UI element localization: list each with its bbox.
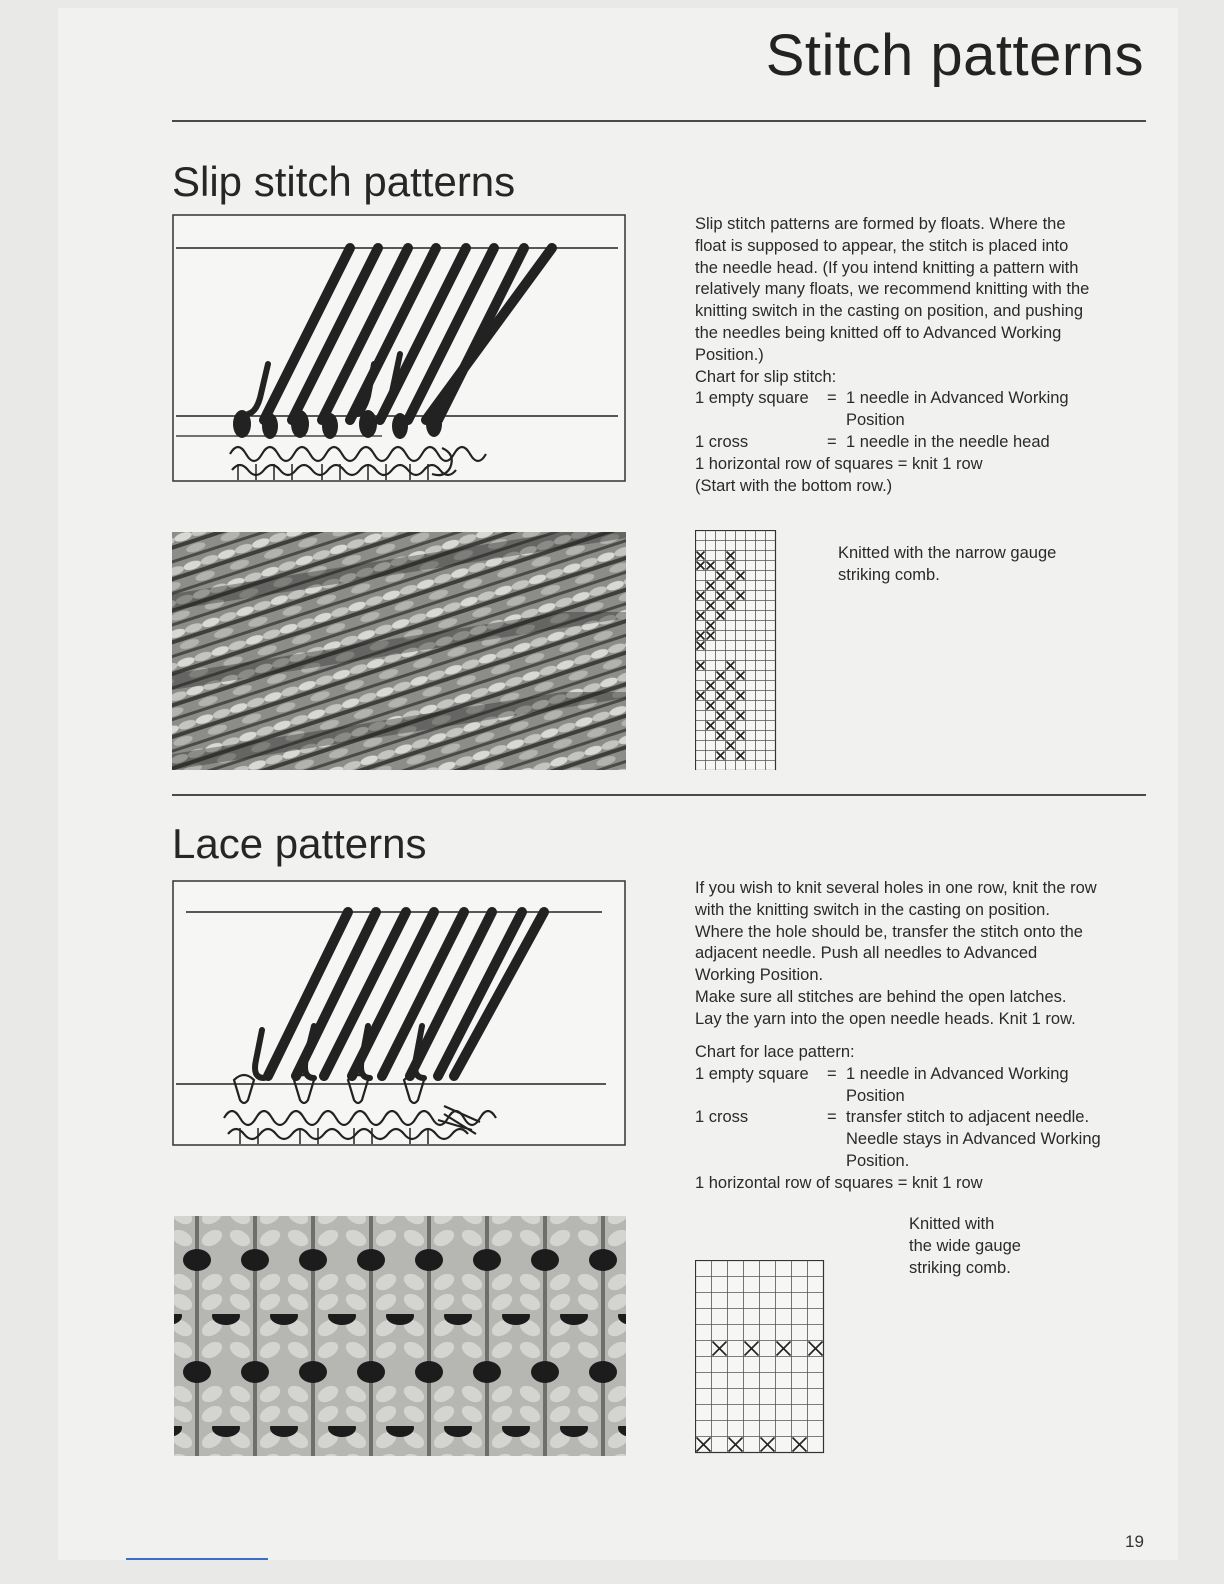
- legend-equals: =: [827, 1064, 837, 1083]
- slip-chart-note: [838, 543, 1056, 587]
- legend-definition: Position.: [846, 1151, 910, 1170]
- note-line: the wide gauge: [909, 1236, 1021, 1255]
- legend-label: 1 horizontal row of squares: [695, 454, 894, 473]
- legend-equals: =: [827, 1108, 837, 1127]
- slip-stitch-needle-diagram: [172, 214, 626, 482]
- slip-desc-line: Position.): [695, 345, 764, 364]
- slip-desc-line: the needle head. (If you intend knitting a pattern with: [695, 258, 1079, 277]
- slip-stitch-knitted-sample-photo: [172, 532, 626, 770]
- title-divider: [172, 120, 1146, 122]
- lace-legend-cross: [695, 1107, 1165, 1129]
- slip-legend-row: [695, 454, 1155, 476]
- legend-equals: =: [897, 454, 908, 473]
- slip-legend-empty-cont: [695, 410, 1155, 432]
- lace-legend: [695, 1042, 1165, 1195]
- slip-legend-empty: [695, 388, 1155, 410]
- lace-desc-line: Lay the yarn into the open needle heads. Knit 1 row.: [695, 1009, 1076, 1028]
- lace-desc-line: adjacent needle. Push all needles to Advanced: [695, 944, 1038, 963]
- section-divider: [172, 794, 1146, 796]
- lace-knitted-sample-photo: [174, 1216, 626, 1456]
- lace-description: [695, 878, 1165, 1031]
- legend-equals: =: [827, 389, 837, 408]
- lace-desc-line: Make sure all stitches are behind the open latches.: [695, 987, 1067, 1006]
- lace-desc-line: Working Position.: [695, 966, 824, 985]
- legend-equals: =: [897, 1173, 908, 1192]
- lace-legend-cross-cont: [695, 1129, 1165, 1151]
- legend-equals: =: [827, 432, 837, 451]
- legend-label: 1 cross: [695, 1108, 749, 1127]
- lace-heading: Lace patterns: [172, 820, 427, 867]
- lace-chart-intro: Chart for lace pattern:: [695, 1043, 855, 1061]
- slip-desc-line: float is supposed to appear, the stitch is placed into: [695, 236, 1069, 255]
- legend-definition: Position: [846, 1086, 905, 1105]
- slip-desc-line: knitting switch in the casting on position, and pushing: [695, 302, 1083, 321]
- note-line: Knitted with: [909, 1215, 995, 1233]
- legend-definition: 1 needle in Advanced Working: [846, 389, 1069, 408]
- page-title: Stitch patterns: [765, 23, 1144, 88]
- lace-legend-row: [695, 1173, 1165, 1195]
- legend-definition: Needle stays in Advanced Working: [846, 1130, 1101, 1149]
- legend-definition: knit 1 row: [911, 454, 983, 473]
- slip-stitch-chart: [695, 530, 779, 770]
- note-line: striking comb.: [838, 565, 940, 584]
- slip-desc-line: relatively many floats, we recommend knitting with the: [695, 280, 1090, 299]
- lace-desc-line: If you wish to knit several holes in one row, knit the row: [695, 879, 1097, 897]
- lace-needle-diagram: [172, 880, 626, 1146]
- legend-definition: transfer stitch to adjacent needle.: [846, 1108, 1090, 1127]
- slip-desc-line: the needles being knitted off to Advanced Working: [695, 323, 1062, 342]
- lace-chart: [695, 1260, 827, 1454]
- slip-start-note: (Start with the bottom row.): [695, 476, 893, 495]
- legend-definition: Position: [846, 411, 905, 430]
- slip-stitch-heading: Slip stitch patterns: [172, 158, 516, 205]
- legend-label: 1 empty square: [695, 389, 809, 408]
- lace-chart-note: [909, 1214, 1021, 1279]
- page-number: 19: [1125, 1532, 1144, 1551]
- note-line: Knitted with the narrow gauge: [838, 544, 1057, 562]
- legend-definition: 1 needle in the needle head: [846, 432, 1050, 451]
- lace-legend-empty: [695, 1064, 1165, 1086]
- slip-chart-intro: Chart for slip stitch:: [695, 367, 837, 386]
- lace-desc-line: with the knitting switch in the casting on position.: [695, 900, 1050, 919]
- scan-mark: [126, 1558, 268, 1560]
- legend-definition: knit 1 row: [911, 1173, 983, 1192]
- slip-legend-cross: [695, 432, 1155, 454]
- note-line: striking comb.: [909, 1258, 1011, 1277]
- legend-definition: 1 needle in Advanced Working: [846, 1064, 1069, 1083]
- lace-legend-empty-cont: [695, 1086, 1165, 1108]
- legend-label: 1 empty square: [695, 1064, 809, 1083]
- legend-label: 1 horizontal row of squares: [695, 1173, 894, 1192]
- slip-desc-line: Slip stitch patterns are formed by floats. Where the: [695, 215, 1066, 233]
- legend-label: 1 cross: [695, 432, 749, 451]
- slip-stitch-description: [695, 214, 1155, 497]
- lace-desc-line: Where the hole should be, transfer the stitch onto the: [695, 922, 1083, 941]
- lace-legend-cross-cont: [695, 1151, 1165, 1173]
